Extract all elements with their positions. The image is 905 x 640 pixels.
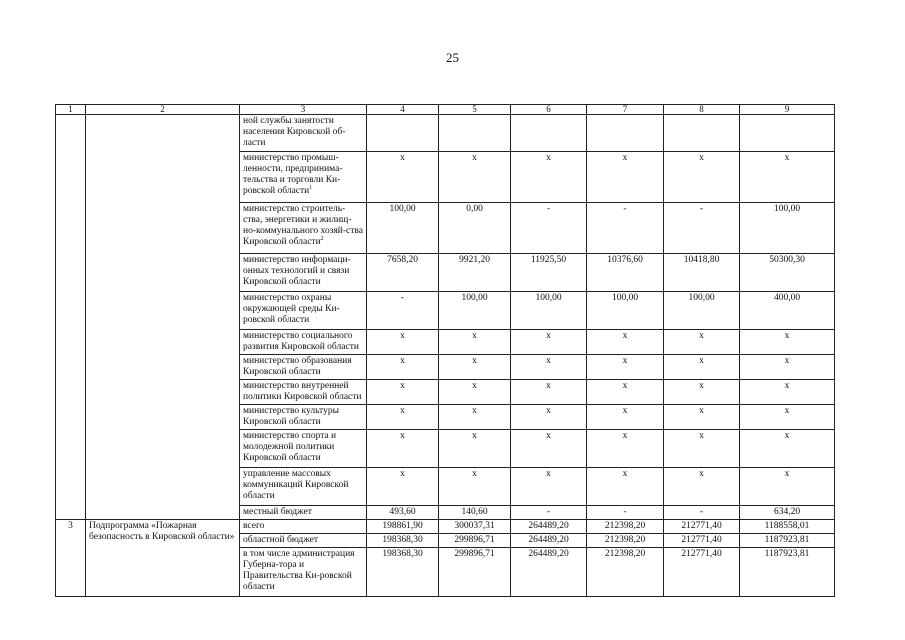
value-cell: 212398,20 (587, 534, 664, 548)
header-cell: 6 (511, 105, 587, 115)
subprogram-name-cell: Подпрограмма «Пожарная безопасность в Кировской области» (86, 520, 240, 597)
value-cell: - (511, 506, 587, 520)
value-cell: х (367, 152, 439, 203)
value-cell: 7658,20 (367, 254, 439, 292)
value-cell: 198861,90 (367, 520, 439, 534)
value-cell: х (511, 330, 587, 355)
header-cell: 8 (664, 105, 740, 115)
value-cell: х (587, 330, 664, 355)
executor-cell (240, 405, 367, 430)
value-cell: х (367, 430, 439, 468)
value-cell: 50300,30 (740, 254, 835, 292)
table-row (56, 115, 835, 152)
value-cell: - (367, 292, 439, 330)
value-cell: х (439, 330, 511, 355)
value-cell: х (664, 380, 740, 405)
executor-label: министерство социального развития Кировской области (243, 331, 359, 352)
value-cell: х (587, 405, 664, 430)
value-cell: 1187923,81 (740, 548, 835, 597)
executor-label: министерство охраны окружающей среды Ки-ровской области (243, 293, 340, 325)
value-cell: х (664, 430, 740, 468)
executor-label: ной службы занятости населения Кировской об-ласти (243, 116, 346, 148)
executor-cell (240, 468, 367, 506)
value-cell: 212771,40 (664, 520, 740, 534)
value-cell: х (367, 405, 439, 430)
value-cell: х (511, 468, 587, 506)
value-cell: 10376,60 (587, 254, 664, 292)
value-cell: 100,00 (740, 203, 835, 254)
value-cell: х (367, 355, 439, 380)
value-cell: х (740, 355, 835, 380)
value-cell (511, 115, 587, 152)
value-cell: 493,60 (367, 506, 439, 520)
executor-cell (240, 292, 367, 330)
value-cell: 10418,80 (664, 254, 740, 292)
executor-cell (240, 506, 367, 520)
value-cell: х (511, 152, 587, 203)
executor-label: местный бюджет (243, 507, 312, 517)
value-cell: 0,00 (439, 203, 511, 254)
value-cell: - (511, 203, 587, 254)
value-cell: 140,60 (439, 506, 511, 520)
executor-cell (240, 115, 367, 152)
executor-label: министерство спорта и молодежной политики Кировской области (243, 431, 337, 463)
value-cell: - (587, 506, 664, 520)
funding-source-cell: областной бюджет (240, 534, 367, 548)
value-cell: х (511, 430, 587, 468)
page-number: 25 (446, 50, 459, 65)
value-cell: х (367, 380, 439, 405)
executor-label: министерство культуры Кировской области (243, 406, 339, 427)
value-cell: 264489,20 (511, 548, 587, 597)
header-cell: 9 (740, 105, 835, 115)
value-cell: х (439, 380, 511, 405)
header-cell: 1 (56, 105, 86, 115)
value-cell (664, 115, 740, 152)
value-cell: х (740, 405, 835, 430)
value-cell: х (664, 468, 740, 506)
header-cell: 2 (86, 105, 240, 115)
executor-cell (240, 430, 367, 468)
value-cell: х (664, 355, 740, 380)
executor-cell (240, 380, 367, 405)
value-cell: х (367, 330, 439, 355)
value-cell: х (439, 468, 511, 506)
executor-label: министерство информаци-онных технологий и связи Кировской области (243, 255, 351, 287)
value-cell: 264489,20 (511, 534, 587, 548)
header-cell: 5 (439, 105, 511, 115)
executor-cell (240, 152, 367, 203)
value-cell: 400,00 (740, 292, 835, 330)
value-cell: х (511, 405, 587, 430)
value-cell: 100,00 (511, 292, 587, 330)
value-cell: х (439, 405, 511, 430)
footnote-mark: 2 (320, 235, 324, 242)
value-cell: х (740, 380, 835, 405)
value-cell: - (587, 203, 664, 254)
executor-label: министерство промыш-ленности, предпринима-тельства и торговли Ки-ровской области (243, 153, 343, 196)
header-cell: 3 (240, 105, 367, 115)
value-cell: х (740, 468, 835, 506)
value-cell: 11925,50 (511, 254, 587, 292)
budget-table (55, 104, 835, 597)
section-number-cell: 3 (56, 520, 86, 597)
value-cell: х (439, 152, 511, 203)
value-cell: х (439, 355, 511, 380)
value-cell (439, 115, 511, 152)
value-cell: 212771,40 (664, 534, 740, 548)
value-cell (740, 115, 835, 152)
value-cell: 9921,20 (439, 254, 511, 292)
funding-source-cell: в том числе администрация Губерна-тора и Правительства Ки-ровской области (240, 548, 367, 597)
value-cell: 1187923,81 (740, 534, 835, 548)
value-cell: 634,20 (740, 506, 835, 520)
value-cell: 300037,31 (439, 520, 511, 534)
executor-label: министерство внутренней политики Кировской области (243, 381, 362, 402)
row-number-cell (56, 115, 86, 520)
table-row (56, 520, 835, 534)
value-cell: х (367, 468, 439, 506)
value-cell: - (664, 506, 740, 520)
value-cell: 264489,20 (511, 520, 587, 534)
value-cell: 198368,30 (367, 548, 439, 597)
executor-cell (240, 330, 367, 355)
value-cell: х (511, 355, 587, 380)
value-cell: х (587, 468, 664, 506)
header-cell: 4 (367, 105, 439, 115)
value-cell: 299896,71 (439, 534, 511, 548)
value-cell: 198368,30 (367, 534, 439, 548)
executor-cell (240, 203, 367, 254)
value-cell: х (511, 380, 587, 405)
value-cell: 100,00 (439, 292, 511, 330)
executor-label: министерство образования Кировской области (243, 356, 352, 377)
executor-cell (240, 355, 367, 380)
value-cell: х (587, 152, 664, 203)
value-cell: 212398,20 (587, 520, 664, 534)
executor-label: министерство строитель-ства, энергетики и жилищ-но-коммунального хозяй-ства Кировской области (243, 204, 364, 247)
value-cell: х (740, 430, 835, 468)
value-cell: х (439, 430, 511, 468)
value-cell: х (664, 152, 740, 203)
executor-label: управление массовых коммуникаций Кировской области (243, 469, 349, 501)
value-cell: 212771,40 (664, 548, 740, 597)
header-cell: 7 (587, 105, 664, 115)
value-cell: 1188558,01 (740, 520, 835, 534)
value-cell: 299896,71 (439, 548, 511, 597)
value-cell: х (587, 430, 664, 468)
value-cell: 100,00 (664, 292, 740, 330)
value-cell (587, 115, 664, 152)
value-cell: х (740, 152, 835, 203)
value-cell: 100,00 (587, 292, 664, 330)
header-row (56, 105, 835, 115)
funding-source-cell: всего (240, 520, 367, 534)
value-cell: х (587, 380, 664, 405)
value-cell (367, 115, 439, 152)
program-name-cell (86, 115, 240, 520)
value-cell: - (664, 203, 740, 254)
value-cell: х (664, 405, 740, 430)
value-cell: 212398,20 (587, 548, 664, 597)
value-cell: 100,00 (367, 203, 439, 254)
footnote-mark: 1 (309, 184, 313, 191)
value-cell: х (740, 330, 835, 355)
executor-cell (240, 254, 367, 292)
value-cell: х (664, 330, 740, 355)
value-cell: х (587, 355, 664, 380)
